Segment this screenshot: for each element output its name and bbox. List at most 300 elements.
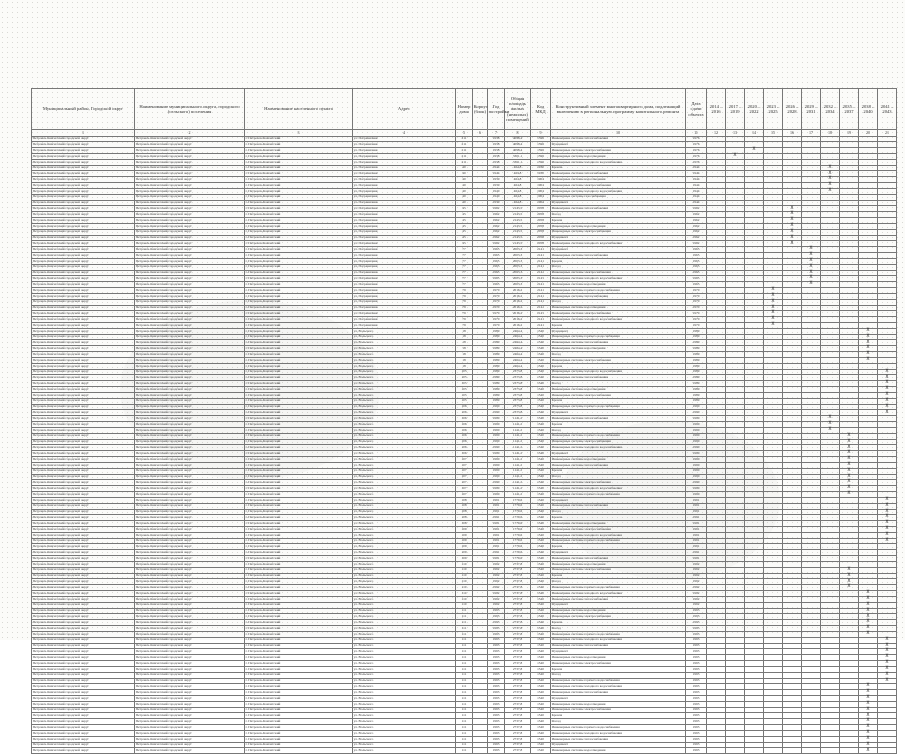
table-cell: 1970 [488,299,505,305]
schedule-mark-cell: X [878,666,897,672]
table-cell: 2737,8 [505,614,531,620]
table-cell: 2737,8 [505,649,531,655]
table-cell: Инженерные системы холодного водоснабжения [551,188,686,194]
table-cell: г. Петровск-Камчатский [245,223,353,229]
table-cell: Инженерные системы электроснабжения [551,661,686,667]
table-cell: 1993 [686,730,707,736]
table-cell: 1540 [531,550,551,556]
table-cell: Петровск-Камчатский городской округ [135,177,245,183]
column-number: 5 [456,130,473,137]
table-cell: Петровск-Камчатский городской округ [135,579,245,585]
table-cell: 1993 [686,643,707,649]
table-cell: 2141 [531,270,551,276]
table-cell: Фундамент [551,451,686,457]
table-cell: Инженерные системы электроснабжения [551,392,686,398]
table-cell: 2737,8 [505,620,531,626]
table-cell: 1540 [531,462,551,468]
schedule-mark-cell: X [821,188,840,194]
schedule-mark-cell: X [859,626,878,632]
table-cell: 1540 [531,643,551,649]
table-cell: Петровск-Камчатский городской округ [135,346,245,352]
table-cell: Инженерные системы электроснабжения [551,480,686,486]
table-cell: г. Петровск-Камчатский [245,165,353,171]
table-cell: 1540 [531,655,551,661]
table-cell: Петровск-Камчатский городской округ [135,200,245,206]
table-cell: ул. Пограничная [353,288,456,294]
table-cell: ул. Пограничная [353,177,456,183]
table-cell: 1540 [531,678,551,684]
table-cell: 111 [456,620,473,626]
table-cell: Петровск-Камчатский городской округ [32,416,135,422]
table-cell: ул. Вольского [353,462,456,468]
table-cell: 1991 [488,550,505,556]
table-cell: г. Петровск-Камчатский [245,620,353,626]
table-cell: Инженерные системы водоотведения [551,457,686,463]
table-cell: ул. Вольского [353,433,456,439]
table-cell: Петровск-Камчатский городской округ [32,410,135,416]
table-cell: 1989 [686,392,707,398]
schedule-mark-cell: X [764,305,783,311]
table-cell: ул. Вольского [353,736,456,742]
table-cell: 2737,8 [505,626,531,632]
table-cell: 111 [456,672,473,678]
table-cell: 1993 [686,614,707,620]
table-cell: 1962 [488,235,505,241]
table-cell: 1992 [686,602,707,608]
table-cell: 1989 [686,334,707,340]
table-cell: ул. Вольского [353,678,456,684]
table-cell: 1989 [488,375,505,381]
table-cell: Петровск-Камчатский городской округ [135,631,245,637]
table-cell: 1992 [488,585,505,591]
table-cell: г. Петровск-Камчатский [245,696,353,702]
table-cell: г. Петровск-Камчатский [245,293,353,299]
table-cell: ул. Вольского [353,375,456,381]
table-cell: г. Петровск-Камчатский [245,678,353,684]
table-cell: ул. Вольского [353,451,456,457]
table-cell: 1596 [531,142,551,148]
table-cell: ул. Вольского [353,643,456,649]
table-cell: 2016,2 [505,288,531,294]
table-cell: 1993 [488,661,505,667]
table-cell: ул. Вольского [353,655,456,661]
table-cell: ул. Пограничная [353,253,456,259]
schedule-mark-cell: X [840,439,859,445]
table-cell: ул. Вольского [353,422,456,428]
table-cell: 1990 [686,468,707,474]
table-cell: Петровск-Камчатский городской округ [32,288,135,294]
table-cell: 1779,6 [505,497,531,503]
table-cell: Петровск-Камчатский городской округ [32,526,135,532]
table-cell: 1596 [531,153,551,159]
table-cell: Петровск-Камчатский городской округ [135,474,245,480]
table-cell: г. Петровск-Камчатский [245,748,353,754]
table-cell: ул. Пограничная [353,241,456,247]
table-cell: 1540 [531,340,551,346]
table-cell: Петровск-Камчатский городской округ [135,299,245,305]
table-cell: ул. Вольского [353,573,456,579]
table-cell: г. Петровск-Камчатский [245,591,353,597]
table-cell: Петровск-Камчатский городской округ [32,649,135,655]
table-cell: Петровск-Камчатский городской округ [135,748,245,754]
table-cell: г. Петровск-Камчатский [245,701,353,707]
table-cell: г. Петровск-Камчатский [245,288,353,294]
column-number: 18 [821,130,840,137]
table-cell: ул. Вольского [353,591,456,597]
table-cell: Петровск-Камчатский городской округ [32,661,135,667]
table-cell: 2003,3 [505,247,531,253]
table-cell: 110 [456,585,473,591]
table-cell: Петровск-Камчатский городской округ [135,532,245,538]
table-cell: 2141 [531,311,551,317]
schedule-mark-cell: X [840,433,859,439]
table-cell: 1970 [488,288,505,294]
table-cell: 1965 [488,258,505,264]
table-cell: 1993 [686,655,707,661]
table-cell: 2373,8 [505,381,531,387]
table-cell: Инженерные системы горячего водоснабжения [551,288,686,294]
table-cell: Петровск-Камчатский городской округ [32,357,135,363]
table-cell: ул. Вольского [353,492,456,498]
table-cell: Петровск-Камчатский городской округ [32,556,135,562]
table-cell: 45 [456,212,473,218]
table-cell: ул. Вольского [353,719,456,725]
table-cell: 2737,8 [505,736,531,742]
table-cell: 1944 [686,171,707,177]
table-cell: Петровск-Камчатский городской округ [135,165,245,171]
table-cell: Фасад [551,212,686,218]
table-cell: г. Петровск-Камчатский [245,462,353,468]
table-cell: 1962 [686,206,707,212]
table-cell: 108 [456,497,473,503]
table-cell: г. Петровск-Камчатский [245,212,353,218]
table-cell: 1991 [488,497,505,503]
table-cell: 1779,6 [505,556,531,562]
table-cell: Инженерные системы электроснабжения [551,567,686,573]
table-cell: 108 [456,515,473,521]
table-cell: Петровск-Камчатский городской округ [32,643,135,649]
table-cell: 79 [456,317,473,323]
table-cell: 1939 [488,177,505,183]
column-number: 16 [783,130,802,137]
table-cell: Петровск-Камчатский городской округ [32,480,135,486]
table-cell: 1976 [686,142,707,148]
table-cell: 1991 [686,532,707,538]
table-cell: Петровск-Камчатский городской округ [32,229,135,235]
table-cell: 1970 [488,323,505,329]
table-cell: 18 [456,363,473,369]
table-cell: Петровск-Камчатский городской округ [32,369,135,375]
table-cell: 111 [456,631,473,637]
table-cell: Инженерные системы электроснабжения [551,526,686,532]
table-cell: г. Петровск-Камчатский [245,381,353,387]
table-cell: Петровск-Камчатский городской округ [135,148,245,154]
table-cell: 1965 [488,247,505,253]
table-cell: Петровск-Камчатский городской округ [135,235,245,241]
table-cell: 1976 [686,136,707,142]
table-cell: 1990 [686,486,707,492]
table-cell: Инженерные системы электроснабжения [551,614,686,620]
schedule-mark-cell [821,748,840,754]
schedule-mark-cell: X [840,579,859,585]
schedule-mark-cell: X [821,422,840,428]
column-header: 2026 – 2028 [783,89,802,130]
table-cell: Фасад [551,352,686,358]
table-cell: 2058 [531,212,551,218]
table-cell: ул. Вольского [353,631,456,637]
table-cell: Петровск-Камчатский городской округ [135,614,245,620]
table-cell: 1970 [686,293,707,299]
table-cell: Петровск-Камчатский городской округ [135,492,245,498]
table-cell: 1992 [686,573,707,579]
table-cell: 1993 [488,649,505,655]
table-cell: г. Петровск-Камчатский [245,631,353,637]
table-cell: Инженерные системы горячего водоснабжения [551,631,686,637]
table-cell: Инженерные системы горячего водоснабжения [551,334,686,340]
table-cell: г. Петровск-Камчатский [245,573,353,579]
table-cell: Петровск-Камчатский городской округ [135,561,245,567]
table-cell: 1779,6 [505,521,531,527]
table-cell: Кровля [551,422,686,428]
table-cell: Петровск-Камчатский городской округ [32,381,135,387]
table-cell: Петровск-Камчатский городской округ [32,392,135,398]
table-cell: г. Петровск-Камчатский [245,183,353,189]
table-cell: Инженерные системы теплоснабжения [551,340,686,346]
table-cell: 1965 [686,270,707,276]
table-cell: г. Петровск-Камчатский [245,474,353,480]
table-cell: ул. Пограничная [353,258,456,264]
column-number: 21 [878,130,897,137]
column-number: 12 [707,130,726,137]
table-cell: 1779,6 [505,544,531,550]
table-cell: Петровск-Камчатский городской округ [135,736,245,742]
table-cell: 1993 [686,620,707,626]
table-cell: Инженерные системы электроснабжения [551,439,686,445]
schedule-mark-cell: X [859,696,878,702]
table-cell: Петровск-Камчатский городской округ [32,457,135,463]
table-cell: 1989 [488,357,505,363]
table-cell: 1939 [488,183,505,189]
table-cell: 109 [456,526,473,532]
table-cell: Петровск-Камчатский городской округ [135,422,245,428]
table-cell: 1989 [488,398,505,404]
table-cell: Петровск-Камчатский городской округ [135,678,245,684]
table-cell: 2737,8 [505,631,531,637]
table-cell: 1540 [531,637,551,643]
schedule-mark-cell: X [878,649,897,655]
schedule-mark-cell: X [802,276,821,282]
table-cell: Петровск-Камчатский городской округ [32,264,135,270]
table-cell: 106 [456,404,473,410]
table-cell: Петровск-Камчатский городской округ [135,334,245,340]
column-number: 3 [245,130,353,137]
table-cell: Петровск-Камчатский городской округ [32,323,135,329]
table-cell: Петровск-Камчатский городской округ [135,655,245,661]
table-cell: 1540 [531,468,551,474]
table-cell: г. Петровск-Камчатский [245,398,353,404]
schedule-mark-cell: X [878,497,897,503]
table-cell: 211 [456,153,473,159]
table-cell: ул. Вольского [353,626,456,632]
table-cell: Инженерные системы водоотведения [551,153,686,159]
table-cell: 1540 [531,357,551,363]
table-cell: ул. Пограничная [353,200,456,206]
table-cell: ул. Вольского [353,398,456,404]
table-cell: г. Петровск-Камчатский [245,684,353,690]
table-cell: 1540 [531,742,551,748]
table-cell: 2058 [531,229,551,235]
table-cell: Петровск-Камчатский городской округ [32,544,135,550]
table-cell: г. Петровск-Камчатский [245,550,353,556]
table-cell: 1990 [488,451,505,457]
table-cell: ул. Вольского [353,404,456,410]
table-cell: 1991 [488,532,505,538]
table-cell: Инженерные системы газоснабжения [551,194,686,200]
schedule-mark-cell: X [859,620,878,626]
table-cell: Петровск-Камчатский городской округ [32,235,135,241]
table-cell: 1990 [488,474,505,480]
table-cell: 1938 [488,159,505,165]
table-cell: Инженерные системы холодного водоснабжения [551,532,686,538]
table-cell: 1540 [531,404,551,410]
table-cell: Инженерные системы холодного водоснабжения [551,486,686,492]
table-cell: 1141,2 [505,462,531,468]
table-cell: 1141,2 [505,468,531,474]
table-cell: Инженерные системы холодного водоснабжения [551,637,686,643]
table-cell: Петровск-Камчатский городской округ [135,183,245,189]
schedule-mark-cell: X [859,352,878,358]
table-cell: ул. Вольского [353,544,456,550]
table-cell: 1993 [686,701,707,707]
table-cell: 107 [456,462,473,468]
table-cell: 1976 [686,153,707,159]
table-cell: 1141,2 [505,422,531,428]
table-cell: Кровля [551,620,686,626]
table-cell: Инженерные системы холодного водоснабжения [551,276,686,282]
table-cell: 1141,2 [505,445,531,451]
table-cell: ул. Пограничная [353,142,456,148]
table-cell: 108 [456,521,473,527]
table-cell: 211 [456,136,473,142]
table-cell: 40 [456,165,473,171]
table-cell: г. Петровск-Камчатский [245,480,353,486]
table-cell: 464,8 [505,171,531,177]
table-cell: 464,8 [505,183,531,189]
table-cell: Инженерные системы теплоснабжения [551,171,686,177]
table-cell: 2143,5 [505,206,531,212]
table-cell: ул. Вольского [353,637,456,643]
table-cell: Инженерные системы теплоснабжения [551,690,686,696]
table-cell: 464,8 [505,188,531,194]
table-cell: ул. Вольского [353,713,456,719]
table-cell: 1540 [531,375,551,381]
schedule-mark-cell: X [764,311,783,317]
table-cell: Петровск-Камчатский городской округ [135,398,245,404]
table-cell: 1991 [488,515,505,521]
table-cell: 111 [456,626,473,632]
table-cell: 1540 [531,567,551,573]
table-cell: Кровля [551,544,686,550]
table-cell: 18 [456,346,473,352]
table-cell: Фундамент [551,247,686,253]
table-cell: 1141,2 [505,492,531,498]
table-cell: ул. Вольского [353,690,456,696]
table-cell: Петровск-Камчатский городской округ [135,392,245,398]
table-cell: 77 [456,253,473,259]
table-cell: 1904 [531,194,551,200]
table-cell: 2737,8 [505,713,531,719]
table-cell: 2003,3 [505,258,531,264]
table-cell: 2464,4 [505,340,531,346]
table-cell: 1540 [531,661,551,667]
table-cell: Кровля [551,468,686,474]
table-cell: 1141,2 [505,416,531,422]
table-cell: ул. Вольского [353,585,456,591]
schedule-mark-cell: X [859,725,878,731]
column-header: 2032 – 2034 [821,89,840,130]
table-cell: 108 [456,509,473,515]
table-cell: Петровск-Камчатский городской округ [32,270,135,276]
table-cell: г. Петровск-Камчатский [245,323,353,329]
table-cell: Петровск-Камчатский городской округ [32,596,135,602]
table-cell: Петровск-Камчатский городской округ [135,188,245,194]
table-cell: Петровск-Камчатский городской округ [135,241,245,247]
table-cell: 2737,8 [505,643,531,649]
table-cell: ул. Пограничная [353,153,456,159]
table-cell: г. Петровск-Камчатский [245,532,353,538]
table-cell: 2016,2 [505,311,531,317]
table-cell: Петровск-Камчатский городской округ [32,293,135,299]
table-cell: 45 [456,235,473,241]
table-cell: 1540 [531,392,551,398]
table-cell: 111 [456,666,473,672]
column-number: 4 [353,130,456,137]
schedule-mark-cell: X [878,643,897,649]
table-cell: г. Петровск-Камчатский [245,206,353,212]
table-cell: 1993 [488,725,505,731]
table-cell: 2737,8 [505,719,531,725]
table-cell: 2143,5 [505,218,531,224]
table-cell: г. Петровск-Камчатский [245,317,353,323]
schedule-mark-cell: X [821,171,840,177]
table-cell: Петровск-Камчатский городской округ [135,672,245,678]
table-cell: ул. Пограничная [353,148,456,154]
table-cell: 2737,8 [505,701,531,707]
table-cell: Фундамент [551,497,686,503]
table-cell: 1992 [488,591,505,597]
column-header: Конструктивный элемент многоквартирного дома, подлежащий включению в региональную программу капитального ремонта [551,89,686,130]
table-cell: Петровск-Камчатский городской округ [135,666,245,672]
table-cell: 1991 [686,538,707,544]
table-cell: 1991 [488,521,505,527]
table-cell: ул. Вольского [353,748,456,754]
table-cell: 2016,2 [505,323,531,329]
column-header: Год постройки [488,89,505,130]
table-cell: ул. Вольского [353,608,456,614]
table-cell: 1990 [686,427,707,433]
table-cell: Кровля [551,323,686,329]
table-cell: 1540 [531,492,551,498]
table-cell: 2373,8 [505,369,531,375]
table-cell: 2143,5 [505,229,531,235]
table-cell: 1993 [488,684,505,690]
table-cell: Инженерные системы холодного водоснабжения [551,591,686,597]
table-cell: 1993 [488,643,505,649]
table-cell: Петровск-Камчатский городской округ [135,573,245,579]
table-cell: 4098,4 [505,148,531,154]
table-cell: 1992 [488,602,505,608]
table-cell: 1540 [531,725,551,731]
